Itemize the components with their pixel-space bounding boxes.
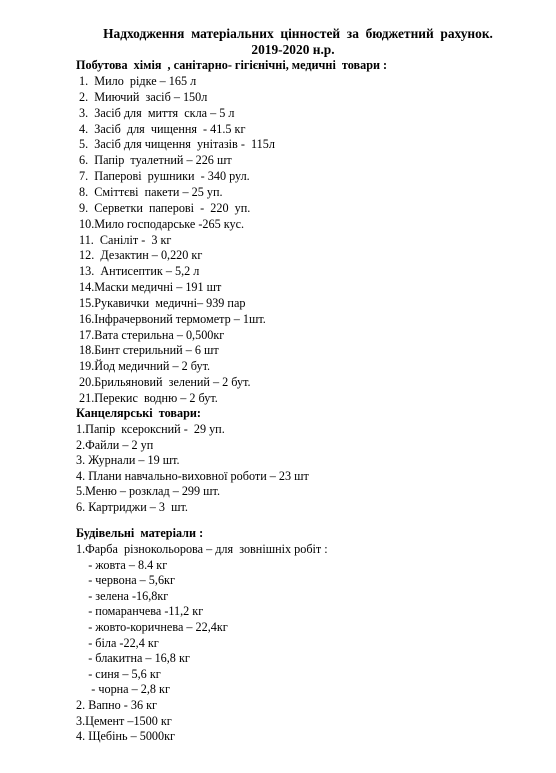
list-item: 1. Мило рідке – 165 л (76, 74, 197, 88)
list-item: - чорна – 2,8 кг (76, 682, 170, 697)
list-item: 20.Брильяновий зелений – 2 бут. (76, 375, 251, 390)
list-item: 3.Цемент –1500 кг (76, 713, 172, 728)
list-item: - зелена -16,8кг (76, 588, 169, 603)
list-item: 1.Фарба різнокольорова – для зовнішніх робіт : (76, 542, 328, 556)
section-heading-stationery: Канцелярські товари: (76, 406, 201, 420)
list-item: 6. Папір туалетний – 226 шт (76, 153, 232, 168)
list-item: - жовто-коричнева – 22,4кг (76, 620, 228, 634)
list-item: 5. Засіб для чищення унітазів - 115л (76, 137, 275, 152)
section-heading-household: Побутова хімія , санітарно- гігієнічні, медичні товари : (76, 58, 388, 72)
list-item: 6. Картриджи – 3 шт. (76, 500, 188, 514)
list-item: 7. Паперові рушники - 340 рул. (76, 169, 250, 184)
list-item: 13. Антисептик – 5,2 л (76, 264, 200, 279)
list-item: 10.Мило господарське -265 кус. (76, 216, 245, 231)
list-item: 4. Засіб для чищення - 41.5 кг (76, 121, 246, 136)
list-item: 2.Файли – 2 уп (76, 437, 154, 452)
list-item: 2. Вапно - 36 кг (76, 698, 158, 712)
list-item: 4. Щебінь – 5000кг (76, 729, 176, 744)
list-item: 12. Дезактин – 0,220 кг (76, 248, 203, 263)
list-item: - помаранчева -11,2 кг (76, 604, 204, 619)
list-item: 9. Серветки паперові - 220 уп. (76, 200, 251, 215)
list-item: 11. Саніліт - 3 кг (76, 232, 172, 247)
list-item: - синя – 5,6 кг (76, 666, 161, 681)
list-item: 18.Бинт стерильний – 6 шт (76, 343, 219, 358)
list-item: 3. Засіб для миття скла – 5 л (76, 105, 235, 120)
list-item: 1.Папір ксероксний - 29 уп. (76, 422, 225, 436)
list-item: 8. Сміттєві пакети – 25 уп. (76, 184, 223, 199)
list-item: 14.Маски медичні – 191 шт (76, 280, 222, 295)
list-item: 3. Журнали – 19 шт. (76, 453, 180, 468)
section-heading-construction: Будівельні матеріали : (76, 526, 204, 540)
list-item: 17.Вата стерильна – 0,500кг (76, 327, 225, 342)
list-item: 15.Рукавички медичні– 939 пар (76, 295, 246, 310)
document-title: Надходження матеріальних цінностей за бюджетний рахунок. (103, 26, 493, 41)
list-item: - жовта – 8.4 кг (76, 557, 168, 572)
list-item: 4. Плани навчально-виховної роботи – 23 шт (76, 468, 309, 483)
list-item: 2. Миючий засіб – 150л (76, 89, 208, 104)
list-item: - біла -22,4 кг (76, 635, 159, 650)
list-item: 16.Інфрачервоний термометр – 1шт. (76, 311, 266, 326)
list-item: 21.Перекис водню – 2 бут. (76, 391, 218, 405)
list-item: 5.Меню – розклад – 299 шт. (76, 484, 221, 499)
list-item: - червона – 5,6кг (76, 573, 175, 588)
list-item: - блакитна – 16,8 кг (76, 651, 190, 666)
list-item: 19.Йод медичний – 2 бут. (76, 359, 211, 374)
document-subtitle: 2019-2020 н.р. (251, 42, 335, 57)
